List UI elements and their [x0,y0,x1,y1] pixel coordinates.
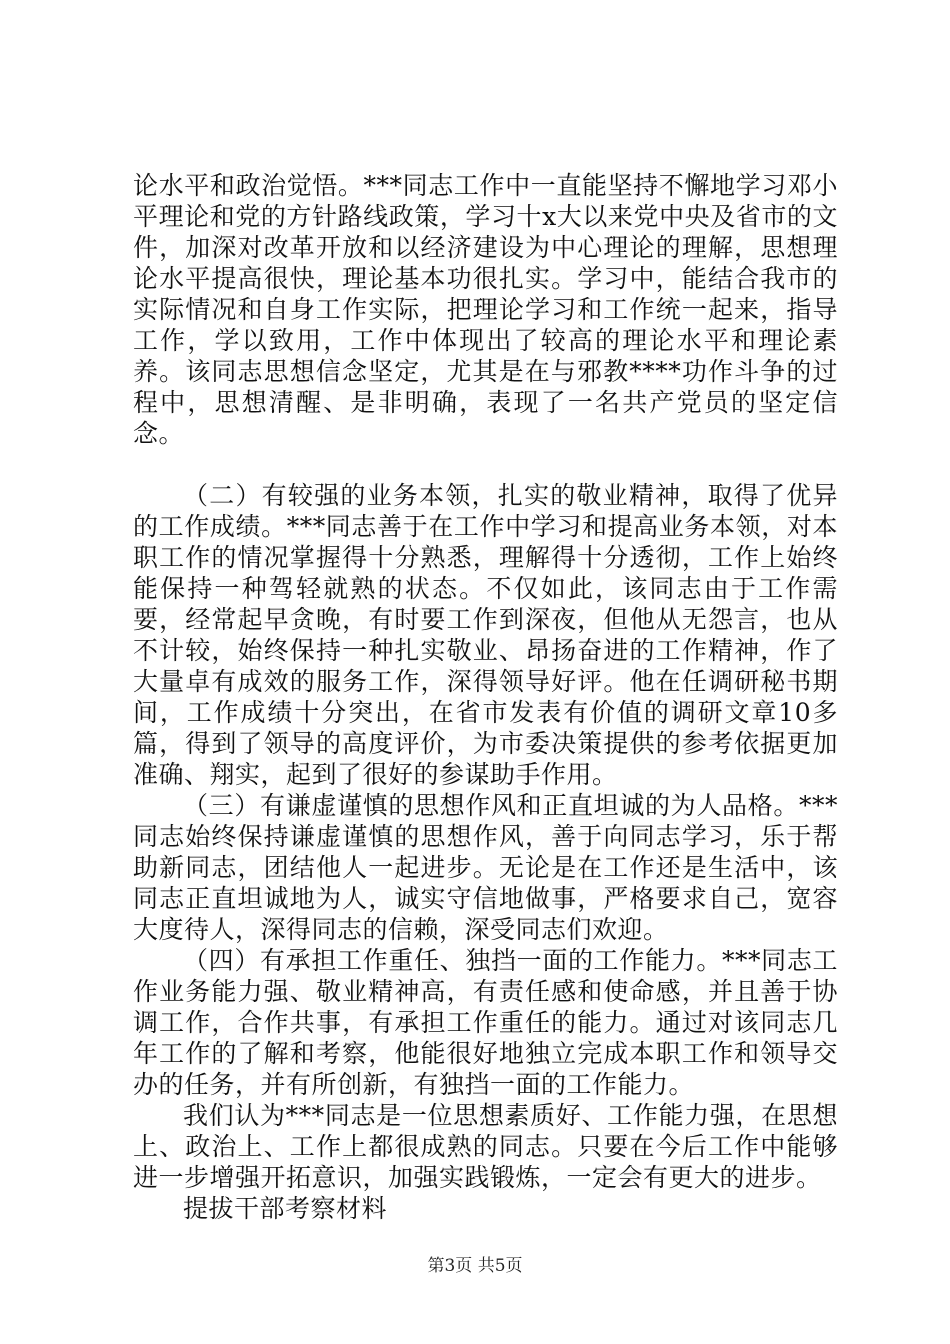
paragraph-theory-level: 论水平和政治觉悟。***同志工作中一直能坚持不懈地学习邓小平理论和党的方针路线政策，学习十x大以来党中央及省市的文件，加深对改革开放和以经济建设为中心理论的理解，思想理论水平提高很快，理论基本功很扎实。学习中，能结合我市的实际情况和自身工作实际，把理论学习和工作统一起来，指导工作，学以致用，工作中体现出了较高的理论水平和理论素养。该同志思想信念坚定，尤其是在与邪教****功作斗争的过程中，思想清醒、是非明确，表现了一名共产党员的坚定信念。 [133,171,838,448]
document-body [133,170,838,1224]
paragraph-section-two: （二）有较强的业务本领，扎实的敬业精神，取得了优异的工作成绩。***同志善于在工作中学习和提高业务本领，对本职工作的情况掌握得十分熟悉，理解得十分透彻，工作上始终能保持一种驾轻就熟的状态。不仅如此，该同志由于工作需要，经常起早贪晚，有时要工作到深夜，但他从无怨言，也从不计较，始终保持一种扎实敬业、昂扬奋进的工作精神，作了大量卓有成效的服务工作，深得领导好评。他在任调研秘书期间，工作成绩十分突出，在省市发表有价值的调研文章10多篇，得到了领导的高度评价，为市委决策提供的参考依据更加准确、翔实，起到了很好的参谋助手作用。 [133,481,838,789]
closing-title: 提拔干部考察材料 [183,1194,388,1223]
paragraph-section-four: （四）有承担工作重任、独挡一面的工作能力。***同志工作业务能力强、敬业精神高，有责任感和使命感，并且善于协调工作，合作共事，有承担工作重任的能力。通过对该同志几年工作的了解和考察，他能很好地独立完成本职工作和领导交办的任务，并有所创新，有独挡一面的工作能力。 [133,946,838,1099]
paragraph-section-three: （三）有谦虚谨慎的思想作风和正直坦诚的为人品格。***同志始终保持谦虚谨慎的思想作风，善于向同志学习，乐于帮助新同志，团结他人一起进步。无论是在工作还是生活中，该同志正直坦诚地为人，诚实守信地做事，严格要求自己，宽容大度待人，深得同志的信赖，深受同志们欢迎。 [133,791,838,944]
paragraph-conclusion: 我们认为***同志是一位思想素质好、工作能力强，在思想上、政治上、工作上都很成熟的同志。只要在今后工作中能够进一步增强开拓意识，加强实践锻炼，一定会有更大的进步。 [133,1101,838,1192]
page-number-footer: 第3页 共5页 [427,1256,523,1276]
